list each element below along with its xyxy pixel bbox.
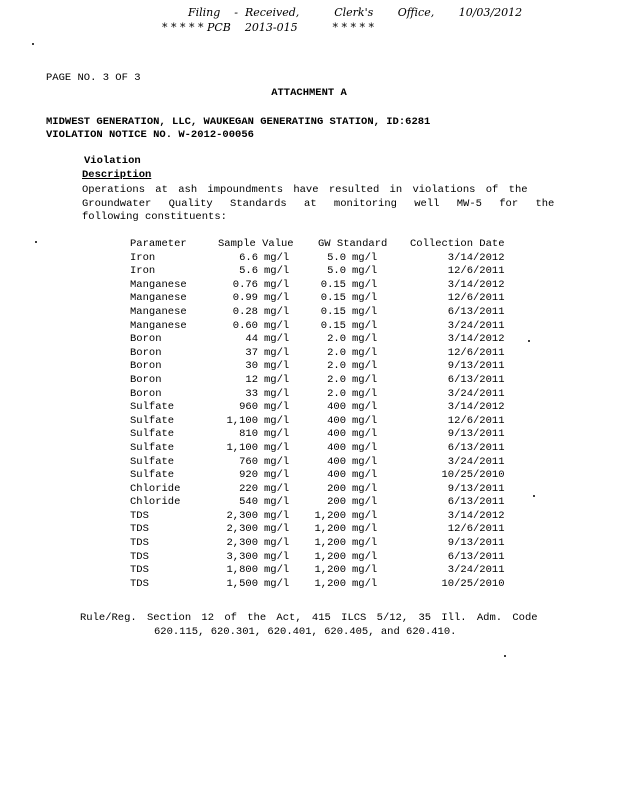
gw-unit-cell: mg/l bbox=[352, 469, 378, 482]
sample-unit-cell: mg/l bbox=[264, 305, 290, 318]
gw-unit-cell: mg/l bbox=[352, 305, 378, 318]
sample-value-cell: 0.99 bbox=[232, 292, 258, 305]
collection-date-cell: 9/13/2011 bbox=[447, 537, 505, 550]
scan-speck bbox=[533, 495, 535, 497]
attachment-title: ATTACHMENT A bbox=[271, 87, 347, 99]
parameter-cell: Manganese bbox=[130, 292, 187, 305]
parameter-cell: Sulfate bbox=[130, 455, 175, 468]
collection-date-cell: 3/14/2012 bbox=[447, 401, 505, 414]
collection-date-cell: 12/6/2011 bbox=[447, 523, 505, 536]
description-heading: Description bbox=[82, 169, 152, 181]
parameter-cell: Iron bbox=[130, 251, 156, 264]
collection-date-cell: 3/24/2011 bbox=[447, 387, 505, 400]
page-number: PAGE NO. 3 OF 3 bbox=[46, 72, 141, 84]
table-row bbox=[130, 456, 505, 470]
table-row bbox=[130, 483, 505, 497]
scan-speck bbox=[504, 655, 506, 657]
gw-unit-cell: mg/l bbox=[352, 496, 378, 509]
parameter-cell: Sulfate bbox=[130, 469, 175, 482]
sample-value-cell: 0.60 bbox=[232, 319, 258, 332]
table-row bbox=[130, 320, 505, 334]
sample-value-cell: 6.6 bbox=[239, 251, 258, 264]
filing-stamp-line1: Filing - Received, Clerk's Office, 10/03/2012 bbox=[188, 6, 523, 19]
gw-standard-cell: 0.15 bbox=[320, 305, 346, 318]
parameter-cell: Sulfate bbox=[130, 401, 175, 414]
table-row bbox=[130, 469, 505, 483]
sample-value-cell: 1,100 bbox=[226, 441, 258, 454]
table-row bbox=[130, 551, 505, 565]
table-row bbox=[130, 578, 505, 592]
collection-date-cell: 3/14/2012 bbox=[447, 251, 505, 264]
sample-value-cell: 2,300 bbox=[226, 523, 258, 536]
collection-date-cell: 6/13/2011 bbox=[447, 496, 505, 509]
gw-standard-cell: 1,200 bbox=[314, 523, 346, 536]
gw-standard-cell: 400 bbox=[327, 428, 346, 441]
rule-line-1: Rule/Reg. Section 12 of the Act, 415 ILCS 5/12, 35 Ill. Adm. Code bbox=[80, 612, 538, 624]
table-row bbox=[130, 292, 505, 306]
sample-value-cell: 540 bbox=[239, 496, 258, 509]
gw-unit-cell: mg/l bbox=[352, 373, 378, 386]
gw-standard-cell: 2.0 bbox=[327, 333, 346, 346]
scan-speck bbox=[32, 43, 34, 45]
description-line-1: Operations at ash impoundments have resulted in violations of the bbox=[82, 184, 528, 196]
parameter-cell: TDS bbox=[130, 537, 149, 550]
parameter-cell: TDS bbox=[130, 564, 149, 577]
table-row bbox=[130, 523, 505, 537]
scan-speck bbox=[528, 340, 530, 342]
collection-date-cell: 3/24/2011 bbox=[447, 564, 505, 577]
sample-value-cell: 2,300 bbox=[226, 509, 258, 522]
sample-value-cell: 760 bbox=[239, 455, 258, 468]
table-row bbox=[130, 374, 505, 388]
sample-unit-cell: mg/l bbox=[264, 333, 290, 346]
gw-unit-cell: mg/l bbox=[352, 346, 378, 359]
parameter-cell: TDS bbox=[130, 509, 149, 522]
gw-unit-cell: mg/l bbox=[352, 360, 378, 373]
sample-value-cell: 920 bbox=[239, 469, 258, 482]
parameter-cell: Sulfate bbox=[130, 441, 175, 454]
sample-value-cell: 1,500 bbox=[226, 577, 258, 590]
collection-date-cell: 12/6/2011 bbox=[447, 265, 505, 278]
sample-value-cell: 3,300 bbox=[226, 550, 258, 563]
gw-standard-cell: 1,200 bbox=[314, 577, 346, 590]
gw-unit-cell: mg/l bbox=[352, 251, 378, 264]
sample-value-cell: 30 bbox=[245, 360, 258, 373]
sample-value-cell: 37 bbox=[245, 346, 258, 359]
parameter-cell: TDS bbox=[130, 550, 149, 563]
sample-value-cell: 810 bbox=[239, 428, 258, 441]
description-line-2: Groundwater Quality Standards at monitoring well MW-5 for the bbox=[82, 198, 555, 210]
gw-unit-cell: mg/l bbox=[352, 319, 378, 332]
table-row bbox=[130, 360, 505, 374]
collection-date-cell: 3/24/2011 bbox=[447, 319, 505, 332]
sample-unit-cell: mg/l bbox=[264, 251, 290, 264]
gw-unit-cell: mg/l bbox=[352, 441, 378, 454]
sample-unit-cell: mg/l bbox=[264, 360, 290, 373]
collection-date-cell: 12/6/2011 bbox=[447, 414, 505, 427]
gw-unit-cell: mg/l bbox=[352, 292, 378, 305]
table-row bbox=[130, 428, 505, 442]
sample-value-cell: 44 bbox=[245, 333, 258, 346]
table-row bbox=[130, 537, 505, 551]
gw-standard-cell: 2.0 bbox=[327, 360, 346, 373]
gw-standard-cell: 5.0 bbox=[327, 265, 346, 278]
collection-date-cell: 9/13/2011 bbox=[447, 428, 505, 441]
sample-unit-cell: mg/l bbox=[264, 523, 290, 536]
parameter-cell: Manganese bbox=[130, 319, 187, 332]
sample-value-cell: 5.6 bbox=[239, 265, 258, 278]
sample-unit-cell: mg/l bbox=[264, 428, 290, 441]
table-row bbox=[130, 401, 505, 415]
sample-unit-cell: mg/l bbox=[264, 496, 290, 509]
table-row bbox=[130, 306, 505, 320]
sample-value-cell: 960 bbox=[239, 401, 258, 414]
parameter-cell: Chloride bbox=[130, 482, 181, 495]
header-parameter: Parameter bbox=[130, 238, 187, 250]
gw-standard-cell: 1,200 bbox=[314, 564, 346, 577]
parameter-cell: Manganese bbox=[130, 305, 187, 318]
gw-standard-cell: 400 bbox=[327, 455, 346, 468]
collection-date-cell: 10/25/2010 bbox=[441, 469, 505, 482]
collection-date-cell: 3/14/2012 bbox=[447, 278, 505, 291]
sample-unit-cell: mg/l bbox=[264, 455, 290, 468]
gw-standard-cell: 400 bbox=[327, 469, 346, 482]
sample-unit-cell: mg/l bbox=[264, 346, 290, 359]
gw-standard-cell: 2.0 bbox=[327, 346, 346, 359]
parameter-cell: Boron bbox=[130, 373, 162, 386]
parameter-cell: Boron bbox=[130, 360, 162, 373]
gw-standard-cell: 5.0 bbox=[327, 251, 346, 264]
collection-date-cell: 6/13/2011 bbox=[447, 373, 505, 386]
gw-unit-cell: mg/l bbox=[352, 428, 378, 441]
sample-unit-cell: mg/l bbox=[264, 537, 290, 550]
gw-unit-cell: mg/l bbox=[352, 401, 378, 414]
gw-standard-cell: 1,200 bbox=[314, 550, 346, 563]
sample-value-cell: 12 bbox=[245, 373, 258, 386]
gw-unit-cell: mg/l bbox=[352, 414, 378, 427]
table-row bbox=[130, 510, 505, 524]
gw-unit-cell: mg/l bbox=[352, 482, 378, 495]
table-row bbox=[130, 279, 505, 293]
collection-date-cell: 9/13/2011 bbox=[447, 360, 505, 373]
sample-unit-cell: mg/l bbox=[264, 441, 290, 454]
table-row bbox=[130, 415, 505, 429]
parameter-cell: Boron bbox=[130, 333, 162, 346]
sample-value-cell: 1,800 bbox=[226, 564, 258, 577]
table-row bbox=[130, 564, 505, 578]
sample-unit-cell: mg/l bbox=[264, 278, 290, 291]
parameter-cell: TDS bbox=[130, 523, 149, 536]
parameter-cell: Iron bbox=[130, 265, 156, 278]
gw-unit-cell: mg/l bbox=[352, 537, 378, 550]
sample-unit-cell: mg/l bbox=[264, 564, 290, 577]
scan-speck bbox=[35, 241, 37, 243]
table-row bbox=[130, 347, 505, 361]
table-row bbox=[130, 496, 505, 510]
collection-date-cell: 3/14/2012 bbox=[447, 509, 505, 522]
company-line: MIDWEST GENERATION, LLC, WAUKEGAN GENERATING STATION, ID:6281 bbox=[46, 116, 431, 128]
gw-unit-cell: mg/l bbox=[352, 265, 378, 278]
gw-standard-cell: 0.15 bbox=[320, 319, 346, 332]
rule-line-2: 620.115, 620.301, 620.401, 620.405, and 620.410. bbox=[154, 626, 457, 638]
table-row bbox=[130, 442, 505, 456]
gw-unit-cell: mg/l bbox=[352, 387, 378, 400]
sample-value-cell: 0.28 bbox=[232, 305, 258, 318]
collection-date-cell: 6/13/2011 bbox=[447, 441, 505, 454]
parameter-cell: Chloride bbox=[130, 496, 181, 509]
gw-standard-cell: 2.0 bbox=[327, 373, 346, 386]
sample-unit-cell: mg/l bbox=[264, 265, 290, 278]
collection-date-cell: 3/14/2012 bbox=[447, 333, 505, 346]
gw-unit-cell: mg/l bbox=[352, 455, 378, 468]
sample-unit-cell: mg/l bbox=[264, 469, 290, 482]
sample-value-cell: 220 bbox=[239, 482, 258, 495]
sample-value-cell: 2,300 bbox=[226, 537, 258, 550]
sample-unit-cell: mg/l bbox=[264, 482, 290, 495]
gw-standard-cell: 0.15 bbox=[320, 292, 346, 305]
violation-heading: Violation bbox=[84, 155, 141, 167]
parameter-cell: Sulfate bbox=[130, 428, 175, 441]
collection-date-cell: 12/6/2011 bbox=[447, 346, 505, 359]
collection-date-cell: 10/25/2010 bbox=[441, 577, 505, 590]
header-gw-standard: GW Standard bbox=[318, 238, 388, 250]
filing-stamp-line2: * * * * * PCB 2013-015 * * * * * bbox=[162, 21, 375, 34]
gw-standard-cell: 2.0 bbox=[327, 387, 346, 400]
parameter-cell: TDS bbox=[130, 577, 149, 590]
sample-value-cell: 1,100 bbox=[226, 414, 258, 427]
collection-date-cell: 6/13/2011 bbox=[447, 550, 505, 563]
table-header-row bbox=[130, 238, 505, 252]
table-row bbox=[130, 252, 505, 266]
table-row bbox=[130, 333, 505, 347]
gw-standard-cell: 200 bbox=[327, 482, 346, 495]
sample-unit-cell: mg/l bbox=[264, 577, 290, 590]
collection-date-cell: 9/13/2011 bbox=[447, 482, 505, 495]
gw-standard-cell: 200 bbox=[327, 496, 346, 509]
gw-standard-cell: 400 bbox=[327, 401, 346, 414]
gw-standard-cell: 0.15 bbox=[320, 278, 346, 291]
sample-unit-cell: mg/l bbox=[264, 319, 290, 332]
header-collection-date: Collection Date bbox=[410, 238, 505, 250]
gw-unit-cell: mg/l bbox=[352, 509, 378, 522]
sample-unit-cell: mg/l bbox=[264, 401, 290, 414]
sample-unit-cell: mg/l bbox=[264, 292, 290, 305]
header-sample-value: Sample Value bbox=[218, 238, 294, 250]
table-row bbox=[130, 388, 505, 402]
gw-unit-cell: mg/l bbox=[352, 564, 378, 577]
parameter-cell: Boron bbox=[130, 387, 162, 400]
violation-notice-number: VIOLATION NOTICE NO. W-2012-00056 bbox=[46, 129, 254, 141]
gw-unit-cell: mg/l bbox=[352, 278, 378, 291]
collection-date-cell: 6/13/2011 bbox=[447, 305, 505, 318]
sample-value-cell: 0.76 bbox=[232, 278, 258, 291]
parameter-cell: Boron bbox=[130, 346, 162, 359]
parameter-cell: Manganese bbox=[130, 278, 187, 291]
parameter-cell: Sulfate bbox=[130, 414, 175, 427]
collection-date-cell: 3/24/2011 bbox=[447, 455, 505, 468]
sample-unit-cell: mg/l bbox=[264, 373, 290, 386]
gw-unit-cell: mg/l bbox=[352, 577, 378, 590]
sample-unit-cell: mg/l bbox=[264, 414, 290, 427]
gw-standard-cell: 1,200 bbox=[314, 509, 346, 522]
sample-unit-cell: mg/l bbox=[264, 550, 290, 563]
gw-standard-cell: 400 bbox=[327, 414, 346, 427]
table-row bbox=[130, 265, 505, 279]
constituents-table bbox=[130, 238, 505, 591]
gw-unit-cell: mg/l bbox=[352, 333, 378, 346]
sample-value-cell: 33 bbox=[245, 387, 258, 400]
collection-date-cell: 12/6/2011 bbox=[447, 292, 505, 305]
gw-unit-cell: mg/l bbox=[352, 523, 378, 536]
sample-unit-cell: mg/l bbox=[264, 387, 290, 400]
sample-unit-cell: mg/l bbox=[264, 509, 290, 522]
description-line-3: following constituents: bbox=[82, 211, 227, 223]
gw-standard-cell: 1,200 bbox=[314, 537, 346, 550]
gw-standard-cell: 400 bbox=[327, 441, 346, 454]
gw-unit-cell: mg/l bbox=[352, 550, 378, 563]
